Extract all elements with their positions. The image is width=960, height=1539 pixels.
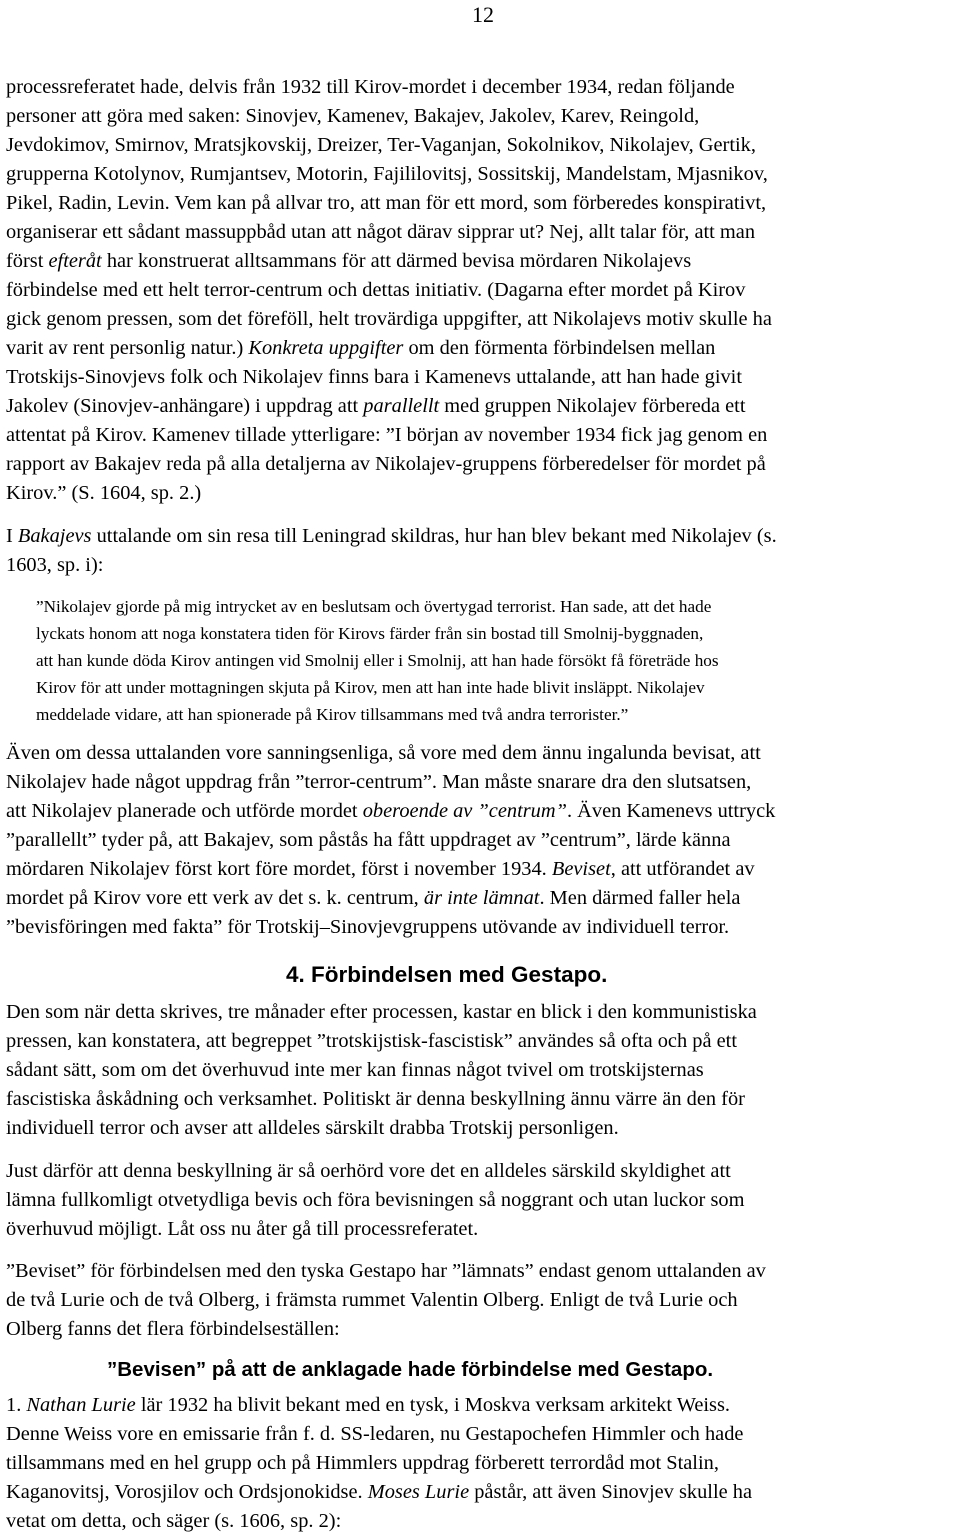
- text-run: pressen, kan konstatera, att begreppet ”trotskijstisk-fascistisk” användes så ofta och på ett: [6, 1030, 737, 1052]
- text-line: [6, 855, 775, 884]
- text-run: lyckats honom att noga konstatera tiden för Kirovs färder från sin bostad till Smolnij-byggnaden,: [36, 624, 704, 643]
- text-line: [6, 1420, 752, 1449]
- text-run: Trotskijs-Sinovjevs folk och Nikolajev finns bara i Kamenevs uttalande, att han hade givit: [6, 366, 743, 388]
- italic-text: efteråt: [48, 250, 102, 272]
- text-run: tillsammans med en hel grupp och på Himmlers uppdrag förberett terrordåd mot Stalin,: [6, 1452, 719, 1474]
- text-line: [6, 1449, 752, 1478]
- text-line: [6, 1507, 752, 1536]
- italic-text: Konkreta uppgifter: [248, 337, 404, 359]
- text-run: lämna fullkomligt otvetydliga bevis och föra bevisningen så noggrant och utan luckor som: [6, 1189, 745, 1211]
- italic-text: Beviset: [551, 858, 611, 880]
- text-run: Pikel, Radin, Levin. Vem kan på allvar tro, att man för ett mord, som förberedes konspirativt,: [6, 192, 767, 214]
- text-line: [6, 1286, 766, 1315]
- paragraph-3: [6, 739, 775, 942]
- text-line: [6, 305, 772, 334]
- text-line: [6, 189, 772, 218]
- text-line: [6, 1478, 752, 1507]
- text-line: [36, 701, 719, 728]
- text-run: individuell terror och avser att alldeles särskilt drabba Trotskij personligen.: [6, 1117, 619, 1139]
- text-line: [6, 218, 772, 247]
- text-run: mordet på Kirov vore ett verk av det s. k. centrum,: [6, 887, 424, 909]
- paragraph-6: [6, 1257, 766, 1344]
- text-line: [6, 479, 772, 508]
- text-line: [6, 884, 775, 913]
- text-line: [6, 826, 775, 855]
- text-line: [6, 102, 772, 131]
- text-line: [6, 73, 772, 102]
- text-line: [6, 913, 775, 942]
- text-run: Den som när detta skrives, tre månader efter processen, kastar en blick i den kommunistiska: [6, 1001, 757, 1023]
- text-run: Just därför att denna beskyllning är så oerhörd vore det en alldeles särskild skyldighet att: [6, 1160, 731, 1182]
- text-line: [6, 1114, 757, 1143]
- text-run: vetat om detta, och säger (s. 1606, sp. 2):: [6, 1510, 342, 1532]
- quote-1: [36, 593, 719, 728]
- text-run: organiserar ett sådant massuppbåd utan att något därav sipprar ut? Nej, allt talar för, att man: [6, 221, 756, 243]
- italic-text: Moses Lurie: [367, 1481, 470, 1503]
- italic-text: oberoende av ”centrum”: [362, 800, 567, 822]
- text-run: de två Lurie och de två Olberg, i främsta rummet Valentin Olberg. Enligt de två Lurie och: [6, 1289, 738, 1311]
- text-run: Denne Weiss vore en emissarie från f. d. SS-ledaren, nu Gestapochefen Himmler och hade: [6, 1423, 744, 1445]
- text-line: [6, 998, 757, 1027]
- text-run: fascistiska åskådning och verksamhet. Politiskt är denna beskyllning ännu värre än den för: [6, 1088, 745, 1110]
- text-run: att Nikolajev planerade och utförde mordet: [6, 800, 363, 822]
- text-run: varit av rent personlig natur.): [6, 337, 249, 359]
- italic-text: är inte lämnat: [423, 887, 540, 909]
- text-run: . Även Kamenevs uttryck: [566, 800, 776, 822]
- text-run: rapport av Bakajev reda på alla detaljerna av Nikolajev-gruppens förberedelser för mordet på: [6, 453, 766, 475]
- text-line: [6, 768, 775, 797]
- paragraph-7: [6, 1391, 752, 1536]
- text-line: [6, 131, 772, 160]
- text-run: attentat på Kirov. Kamenev tillade ytterligare: ”I början av november 1934 fick jag genom en: [6, 424, 768, 446]
- text-run: gick genom pressen, som det föreföll, helt trovärdiga uppgifter, att Nikolajevs motiv skulle ha: [6, 308, 772, 330]
- italic-text: Nathan Lurie: [26, 1394, 136, 1416]
- text-run: ”parallellt” tyder på, att Bakajev, som påstås ha fått uppdraget av ”centrum”, lärde känna: [6, 829, 731, 851]
- text-line: [6, 1085, 757, 1114]
- text-line: [6, 421, 772, 450]
- text-line: [6, 160, 772, 189]
- paragraph-4: [6, 998, 757, 1143]
- text-line: [6, 1056, 757, 1085]
- text-line: [6, 522, 777, 551]
- text-line: [36, 620, 719, 647]
- text-run: meddelade vidare, att han spionerade på Kirov tillsammans med två andra terrorister.”: [36, 705, 629, 724]
- text-run: Kirov för att under mottagningen skjuta på Kirov, men att han inte hade blivit insläppt. Nikolajev: [36, 678, 705, 697]
- text-line: [36, 647, 719, 674]
- text-line: [6, 1215, 744, 1244]
- text-line: [6, 1257, 766, 1286]
- section-heading: 4. Förbindelsen med Gestapo.: [286, 962, 608, 987]
- text-run: förbindelse med ett helt terror-centrum och dettas initiativ. (Dagarna efter mordet på Kirov: [6, 279, 746, 301]
- text-line: [6, 1391, 752, 1420]
- page-number: 12: [472, 2, 494, 27]
- italic-text: parallellt: [363, 395, 440, 417]
- text-line: [6, 363, 772, 392]
- text-line: [6, 276, 772, 305]
- text-run: I: [6, 525, 18, 547]
- text-run: grupperna Kotolynov, Rumjantsev, Motorin, Fajililovitsj, Sossitskij, Mandelstam, Mjasnikov,: [6, 163, 768, 185]
- text-run: Jakolev (Sinovjev-anhängare) i uppdrag att: [6, 395, 364, 417]
- paragraph-5: [6, 1157, 744, 1244]
- text-run: med gruppen Nikolajev förbereda ett: [439, 395, 746, 417]
- text-line: [6, 797, 775, 826]
- text-line: [6, 450, 772, 479]
- text-run: påstår, att även Sinovjev skulle ha: [469, 1481, 753, 1503]
- sub-heading: ”Bevisen” på att de anklagade hade förbindelse med Gestapo.: [107, 1358, 714, 1381]
- text-line: [6, 739, 775, 768]
- text-run: om den förmenta förbindelsen mellan: [403, 337, 716, 359]
- text-run: Kirov.” (S. 1604, sp. 2.): [6, 482, 202, 504]
- text-line: [6, 1315, 766, 1344]
- text-run: ”bevisföringen med fakta” för Trotskij–Sinovjevgruppens utövande av individuell terror.: [6, 916, 730, 938]
- text-line: [6, 1157, 744, 1186]
- text-run: ”Nikolajev gjorde på mig intrycket av en beslutsam och övertygad terrorist. Han sade, att det hade: [36, 597, 712, 616]
- text-run: Olberg fanns det flera förbindelseställen:: [6, 1318, 340, 1340]
- text-run: överhuvud möjligt. Låt oss nu åter gå till processreferatet.: [6, 1218, 479, 1240]
- text-line: [6, 334, 772, 363]
- italic-text: Bakajevs: [17, 525, 92, 547]
- paragraph-1: [6, 73, 772, 508]
- text-run: Nikolajev hade något uppdrag från ”terror-centrum”. Man måste snarare dra den slutsatsen,: [6, 771, 752, 793]
- text-run: personer att göra med saken: Sinovjev, Kamenev, Bakajev, Jakolev, Karev, Reingold,: [6, 105, 700, 127]
- text-line: [6, 247, 772, 276]
- text-line: [6, 551, 777, 580]
- text-run: Kaganovitsj, Vorosjilov och Ordsjonokidse.: [6, 1481, 368, 1503]
- text-run: . Men därmed faller hela: [539, 887, 741, 909]
- text-run: 1.: [6, 1394, 27, 1416]
- text-line: [6, 1027, 757, 1056]
- text-line: [36, 674, 719, 701]
- text-line: [6, 1186, 744, 1215]
- text-run: mördaren Nikolajev först kort före mordet, först i november 1934.: [6, 858, 552, 880]
- text-line: [6, 392, 772, 421]
- text-run: , att utförandet av: [610, 858, 755, 880]
- text-run: 1603, sp. i):: [6, 554, 104, 576]
- text-run: Även om dessa uttalanden vore sanningsenliga, så vore med dem ännu ingalunda bevisat, att: [6, 742, 761, 764]
- text-run: Jevdokimov, Smirnov, Mratsjkovskij, Dreizer, Ter-Vaganjan, Sokolnikov, Nikolajev, Gertik,: [6, 134, 756, 156]
- text-run: att han kunde döda Kirov antingen vid Smolnij eller i Smolnij, att han hade försökt få företräde hos: [36, 651, 719, 670]
- text-run: har konstruerat alltsammans för att därmed bevisa mördaren Nikolajevs: [101, 250, 692, 272]
- paragraph-2: [6, 522, 777, 580]
- text-run: lär 1932 ha blivit bekant med en tysk, i Moskva verksam arkitekt Weiss.: [135, 1394, 731, 1416]
- text-line: [36, 593, 719, 620]
- text-run: processreferatet hade, delvis från 1932 till Kirov-mordet i december 1934, redan följande: [6, 76, 735, 98]
- text-run: sådant sätt, som om det överhuvud inte mer kan finnas något tvivel om trotskijsternas: [6, 1059, 704, 1081]
- text-run: först: [6, 250, 49, 272]
- text-run: ”Beviset” för förbindelsen med den tyska Gestapo har ”lämnats” endast genom uttalanden av: [6, 1260, 766, 1282]
- text-run: uttalande om sin resa till Leningrad skildras, hur han blev bekant med Nikolajev (s.: [91, 525, 777, 547]
